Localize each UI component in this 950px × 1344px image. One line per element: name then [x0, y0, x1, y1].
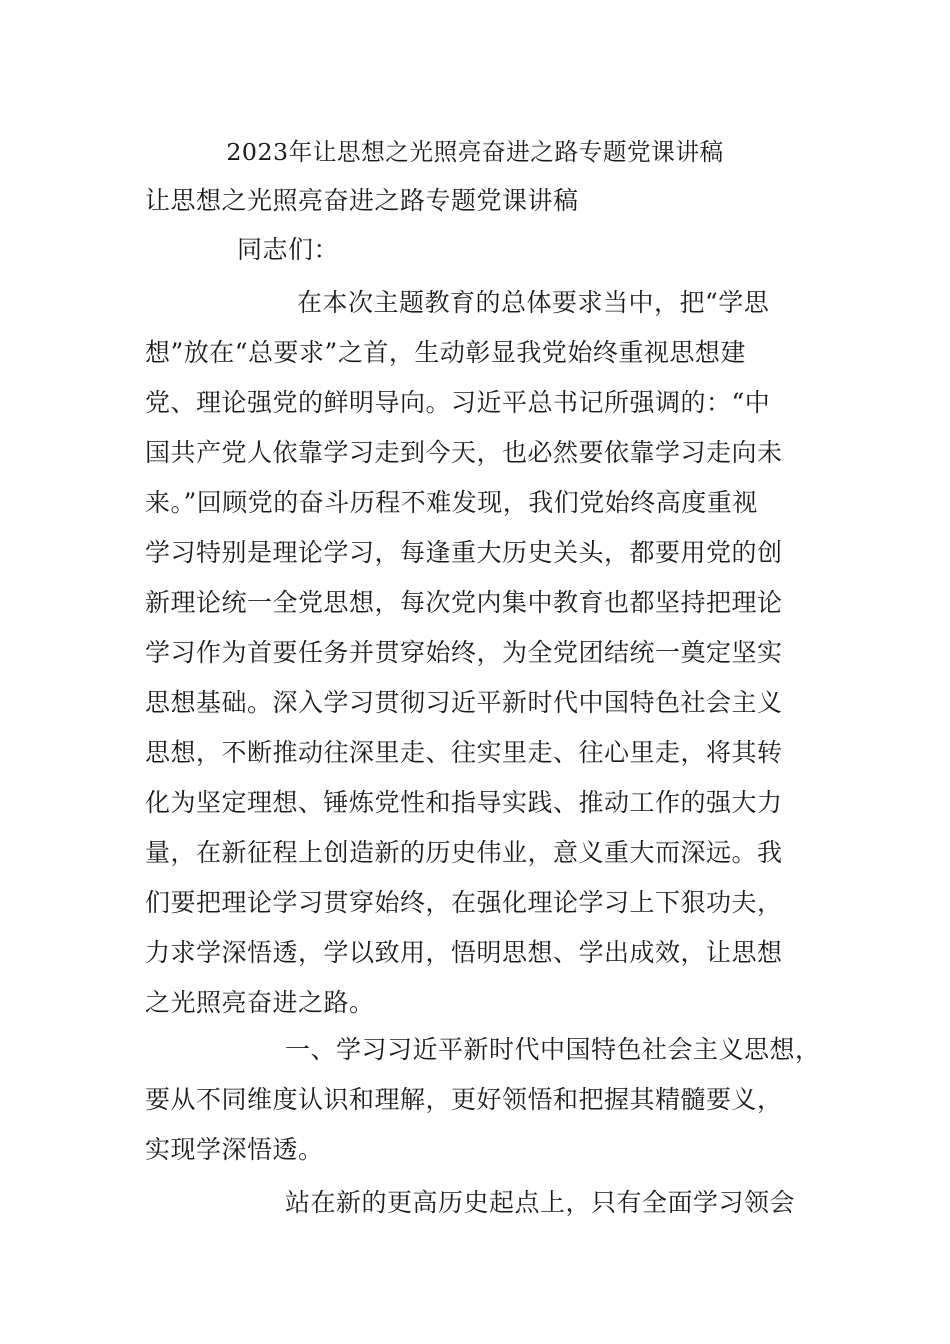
paragraph-line: 力求学深悟透，学以致用，悟明思想、学出成效，让思想 — [145, 938, 783, 967]
paragraph-line: 学习作为首要任务并贯穿始终，为全党团结统一奠定坚实 — [145, 638, 783, 667]
paragraph-line: 量，在新征程上创造新的历史伟业，意义重大而深远。我 — [145, 838, 783, 867]
paragraph-line: 学习特别是理论学习，每逢重大历史关头，都要用党的创 — [145, 538, 783, 567]
paragraph-line: 思想，不断推动往深里走、往实里走、往心里走，将其转 — [145, 738, 783, 767]
paragraph-line: 党、理论强党的鲜明导向。习近平总书记所强调的：“中 — [145, 388, 771, 417]
section-heading-line: 实现学深悟透。 — [145, 1135, 324, 1164]
paragraph-line: 之光照亮奋进之路。 — [145, 988, 375, 1017]
section-heading-line: 一、学习习近平新时代中国特色社会主义思想， — [285, 1035, 821, 1064]
paragraph-line: 思想基础。深入学习贯彻习近平新时代中国特色社会主义 — [145, 688, 783, 717]
paragraph-line: 新理论统一全党思想，每次党内集中教育也都坚持把理论 — [145, 588, 783, 617]
section-heading-line: 要从不同维度认识和理解，更好领悟和把握其精髓要义， — [145, 1085, 783, 1114]
paragraph-line: 们要把理论学习贯穿始终，在强化理论学习上下狠功夫， — [145, 888, 783, 917]
paragraph-line: 化为坚定理想、锤炼党性和指导实践、推动工作的强大力 — [145, 788, 783, 817]
paragraph-line: 在本次主题教育的总体要求当中，把“学思 — [297, 288, 770, 317]
greeting: 同志们： — [237, 235, 340, 264]
paragraph-line: 国共产党人依靠学习走到今天，也必然要依靠学习走向未 — [145, 438, 783, 467]
document-title: 2023年让思想之光照亮奋进之路专题党课讲稿 — [226, 138, 724, 166]
paragraph-line: 想”放在“总要求”之首，生动彰显我党始终重视思想建 — [145, 338, 746, 367]
document-subtitle: 让思想之光照亮奋进之路专题党课讲稿 — [145, 186, 579, 215]
paragraph-line: 来。”回顾党的奋斗历程不难发现，我们党始终高度重视 — [145, 488, 758, 517]
paragraph-line: 站在新的更高历史起点上，只有全面学习领会 — [285, 1188, 796, 1217]
